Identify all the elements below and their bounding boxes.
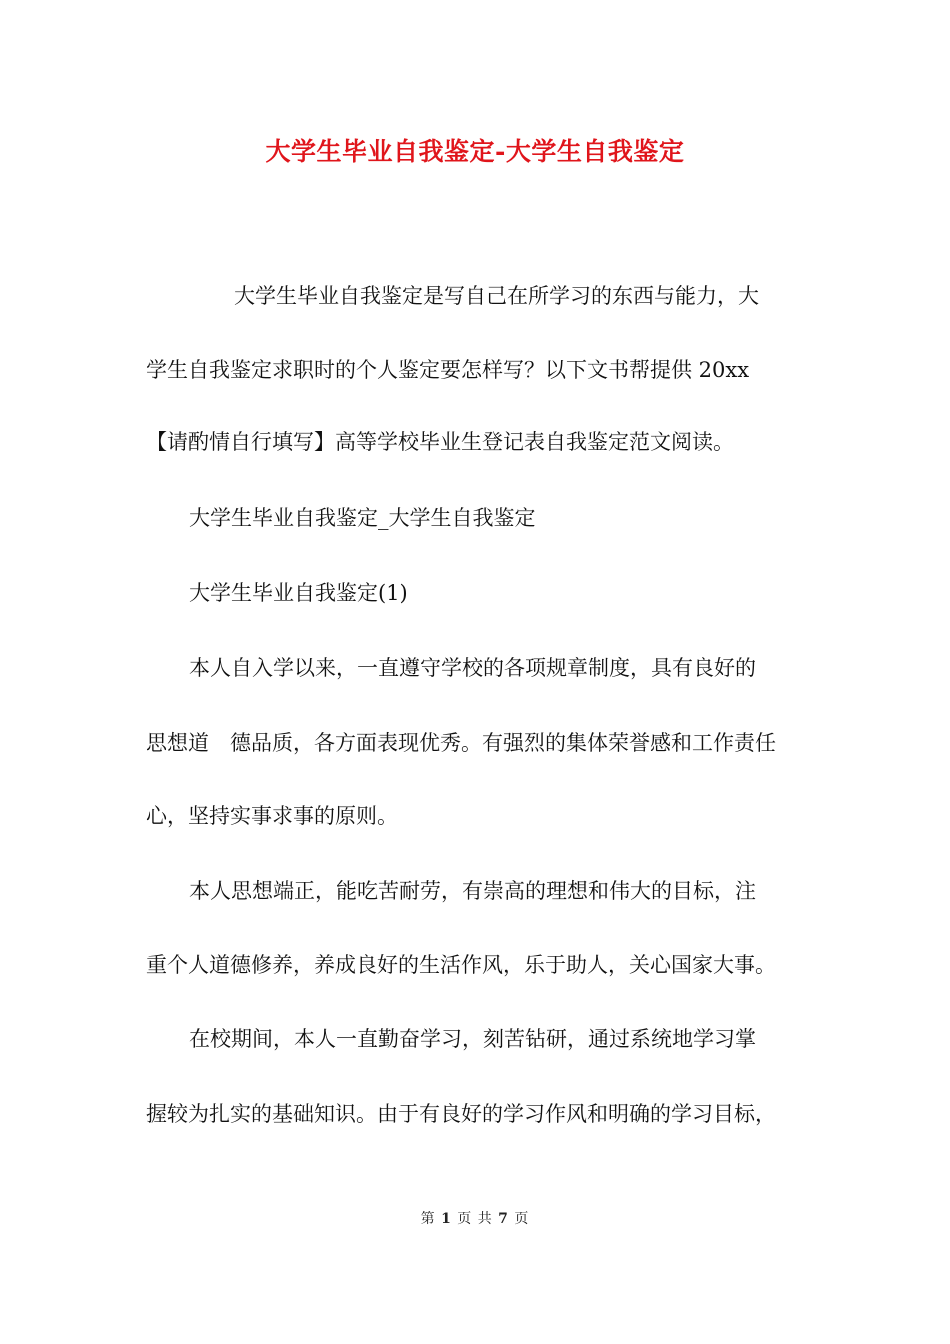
document-title: 大学生毕业自我鉴定-大学生自我鉴定 <box>265 137 685 166</box>
paragraph-line: 【请酌情自行填写】高等学校毕业生登记表自我鉴定范文阅读。 <box>146 430 734 454</box>
paragraph-line: 在校期间，本人一直勤奋学习，刻苦钻研，通过系统地学习掌 <box>189 1027 756 1051</box>
paragraph-line: 握较为扎实的基础知识。由于有良好的学习作风和明确的学习目标， <box>146 1102 776 1126</box>
paragraph-line: 大学生毕业自我鉴定是写自己在所学习的东西与能力，大 <box>234 284 759 308</box>
page-footer <box>0 1208 950 1228</box>
paragraph-line: 思想道 德品质，各方面表现优秀。有强烈的集体荣誉感和工作责任 <box>146 731 776 755</box>
total-pages-number: 7 <box>498 1211 509 1227</box>
current-page-number: 1 <box>441 1211 452 1227</box>
subsection-heading: 大学生毕业自我鉴定(1) <box>189 581 408 605</box>
footer-middle: 页 共 <box>457 1211 493 1227</box>
paragraph-line: 学生自我鉴定求职时的个人鉴定要怎样写？以下文书帮提供 20xx <box>146 358 750 382</box>
footer-suffix: 页 <box>514 1211 530 1227</box>
footer-prefix: 第 <box>420 1211 436 1227</box>
paragraph-line: 心，坚持实事求事的原则。 <box>146 804 398 828</box>
section-heading: 大学生毕业自我鉴定_大学生自我鉴定 <box>189 506 536 530</box>
paragraph-line: 本人思想端正，能吃苦耐劳，有崇高的理想和伟大的目标，注 <box>189 879 756 903</box>
paragraph-line: 本人自入学以来，一直遵守学校的各项规章制度，具有良好的 <box>189 656 756 680</box>
paragraph-line: 重个人道德修养，养成良好的生活作风，乐于助人，关心国家大事。 <box>146 953 776 977</box>
